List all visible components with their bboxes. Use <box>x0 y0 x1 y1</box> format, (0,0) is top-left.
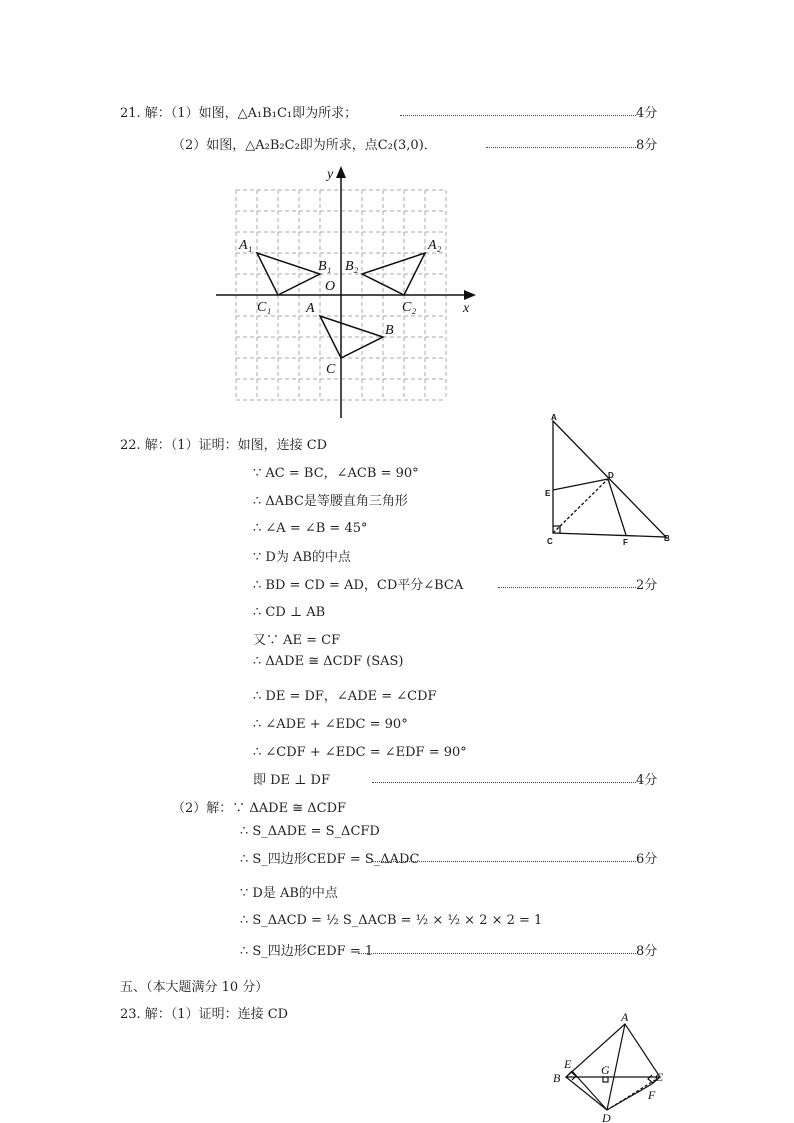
q22-step4: ∵ D为 AB的中点 <box>253 550 351 565</box>
label-o: O <box>325 279 336 294</box>
label-a1: A₁ <box>239 238 253 253</box>
label-c2: C₂ <box>402 300 417 315</box>
q22-part2-step4: ∴ S_ΔACD = ½ S_ΔACB = ½ × ½ × 2 × 2 = 1 <box>240 913 543 928</box>
q23-label-c: C <box>655 1070 664 1084</box>
q22-part2-step2: ∴ S_四边形CEDF = S_ΔADC <box>240 852 420 867</box>
q22-step5: ∴ BD = CD = AD，CD平分∠BCA <box>253 578 464 593</box>
label-x: x <box>463 301 470 316</box>
q21-line1-score: 4分 <box>400 106 657 122</box>
q22-part2-step3: ∵ D是 AB的中点 <box>240 886 338 901</box>
q22-part2-step5-score: 8分 <box>358 944 657 960</box>
label-c1: C₁ <box>257 300 272 315</box>
q22-step5-score: 2分 <box>498 578 657 594</box>
q23-segment-df <box>607 1084 652 1110</box>
q22-label-e: E <box>545 489 551 498</box>
q22-part2-step1: ∴ S_ΔADE = S_ΔCFD <box>240 824 380 839</box>
q23-label-f: F <box>648 1088 656 1102</box>
q23-right-angle-g <box>603 1077 608 1082</box>
q22-part2-step2-score: 6分 <box>372 852 657 868</box>
label-a2: A₂ <box>428 238 442 253</box>
q23-label-a: A <box>621 1010 629 1024</box>
q23-head: 23. 解：（1）证明：连接 CD <box>120 1007 289 1022</box>
q23-label-d: D <box>602 1111 611 1123</box>
q22-label-f: F <box>623 538 628 547</box>
label-y: y <box>327 167 334 182</box>
q22-step12: 即 DE ⊥ DF <box>253 773 330 788</box>
q22-label-c: C <box>547 537 553 546</box>
section5-title: 五、（本大题满分 10 分） <box>120 980 269 995</box>
q22-step6: ∴ CD ⊥ AB <box>253 605 326 620</box>
q22-step7: 又∵ AE = CF <box>253 633 341 648</box>
q22-step3: ∴ ∠A = ∠B = 45° <box>253 521 368 536</box>
q23-label-e: E <box>564 1057 572 1071</box>
q22-step8: ∴ ΔADE ≅ ΔCDF (SAS) <box>253 654 404 669</box>
q23-segment-ad <box>607 1024 625 1110</box>
q22-step2: ∴ ΔABC是等腰直角三角形 <box>253 494 408 509</box>
q22-step12-score: 4分 <box>372 773 657 789</box>
q22-label-d: D <box>608 471 614 480</box>
q22-label-b: B <box>664 534 670 543</box>
q23-segment-bd <box>566 1077 607 1110</box>
q22-part2-step5: ∴ S_四边形CEDF = 1 <box>240 944 374 959</box>
label-b2: B₂ <box>345 259 359 274</box>
label-b: B <box>385 323 394 338</box>
q21-line2-score: 8分 <box>486 138 657 154</box>
q22-step1: ∵ AC = BC，∠ACB = 90° <box>253 466 419 481</box>
q22-label-a: A <box>551 413 557 422</box>
label-b1: B₁ <box>318 259 332 274</box>
q21-line2: （2）如图，△A₂B₂C₂即为所求，点C₂(3,0)． <box>172 138 437 153</box>
label-c: C <box>326 362 336 377</box>
q23-right-angle-f <box>648 1075 653 1083</box>
q23-triangle-abc <box>566 1024 660 1077</box>
q22-step10: ∴ ∠ADE + ∠EDC = 90° <box>253 717 408 732</box>
q23-label-b: B <box>553 1071 561 1085</box>
q22-step9: ∴ DE = DF，∠ADE = ∠CDF <box>253 689 437 704</box>
q22-part2-head: （2）解：∵ ΔADE ≅ ΔCDF <box>172 801 347 816</box>
label-a: A <box>306 301 315 316</box>
q22-head: 22. 解：（1）证明：如图，连接 CD <box>120 438 328 453</box>
q23-label-g: G <box>601 1063 610 1077</box>
q22-step11: ∴ ∠CDF + ∠EDC = ∠EDF = 90° <box>253 745 467 760</box>
q21-line1: 21. 解：（1）如图，△A₁B₁C₁即为所求； <box>120 106 358 121</box>
